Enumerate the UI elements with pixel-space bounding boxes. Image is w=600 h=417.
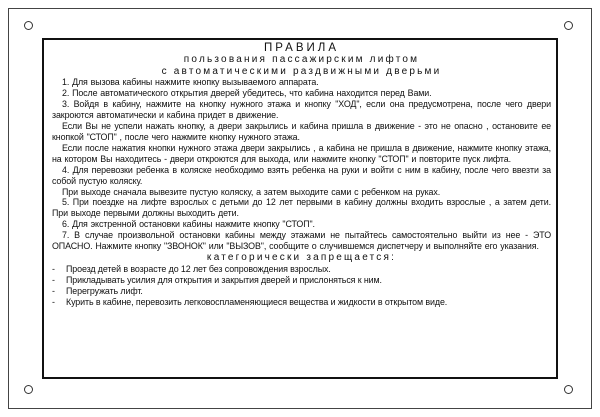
prohibited-item-text: Прикладывать усилия для открытия и закрытия дверей и прислоняться к ним. — [66, 275, 382, 286]
rule-5: 5. При поездке на лифте взрослых с детьми до 12 лет первыми в кабину должны входить взрослые , а затем дети. При выходе первыми должны выходить дети. — [52, 197, 551, 219]
prohibited-item-text: Перегружать лифт. — [66, 286, 143, 297]
rule-3-note-stop: Если Вы не успели нажать кнопку, а двери закрылись и кабина пришла в движение - это не опасно , остановите ее кнопкой "СТОП" , после чего нажмите кнопку нужного этажа. — [52, 120, 551, 142]
bullet-dash: - — [52, 286, 55, 297]
bullet-dash: - — [52, 264, 55, 275]
rule-2: 2. После автоматического открытия дверей убедитесь, что кабина находится перед Вами. — [62, 87, 432, 98]
rules-subtitle-line1: пользования пассажирским лифтом — [183, 54, 420, 65]
rule-3: 3. Войдя в кабину, нажмите на кнопку нужного этажа и кнопку "ХОД", если она предусмотрена, после чего двери закроются автоматически и кабина придет в движение. — [52, 98, 551, 120]
rule-1: 1. Для вызова кабины нажмите кнопку вызываемого аппарата. — [62, 77, 319, 87]
prohibited-list — [52, 264, 551, 308]
prohibited-item-2 — [52, 275, 551, 286]
prohibited-item-1 — [52, 264, 551, 275]
rules-subtitle-line2: с автоматическими раздвижными дверьми — [161, 65, 442, 77]
rules-list — [52, 77, 551, 252]
rule-7: 7. В случае произвольной остановки кабины между этажами не пытайтесь самостоятельно выйти из нее - ЭТО ОПАСНО. Нажмите кнопку "ЗВОНОК" или "ВЫЗОВ", сообщите о случившемся диспетчеру и выполняйте его указания. — [52, 230, 551, 252]
mounting-hole-top-right — [564, 21, 573, 30]
prohibited-item-4 — [52, 297, 551, 308]
mounting-hole-bottom-left — [24, 385, 33, 394]
mounting-hole-top-left — [24, 21, 33, 30]
prohibited-item-3 — [52, 286, 551, 297]
prohibited-item-text: Проезд детей в возрасте до 12 лет без сопровождения взрослых. — [66, 264, 331, 275]
rules-title: ПРАВИЛА — [264, 42, 339, 54]
mounting-hole-bottom-right — [564, 385, 573, 394]
bullet-dash: - — [52, 275, 55, 286]
prohibited-heading: категорически запрещается: — [206, 252, 397, 264]
rule-4-note-exit: При выходе сначала вывезите пустую коляску, а затем выходите сами с ребенком на руках. — [62, 186, 441, 197]
rule-3-note-restart: Если после нажатия кнопки нужного этажа двери закрылись , а кабина не пришла в движение, нажмите кнопку этажа, на котором Вы находитесь - двери откроются для выхода, или нажмите кнопку "СТОП" и повторите пуск лифта. — [52, 142, 551, 164]
rules-frame — [42, 38, 558, 379]
prohibited-item-text: Курить в кабине, перевозить легковоспламеняющиеся вещества и жидкости в открытом виде. — [66, 297, 448, 308]
bullet-dash: - — [52, 297, 55, 308]
rule-6: 6. Для экстренной остановки кабины нажмите кнопку "СТОП". — [62, 219, 315, 230]
rule-4: 4. Для перевозки ребенка в коляске необходимо взять ребенка на руки и войти с ним в кабину, после чего ввезти за собой пустую коляску. — [52, 164, 551, 186]
